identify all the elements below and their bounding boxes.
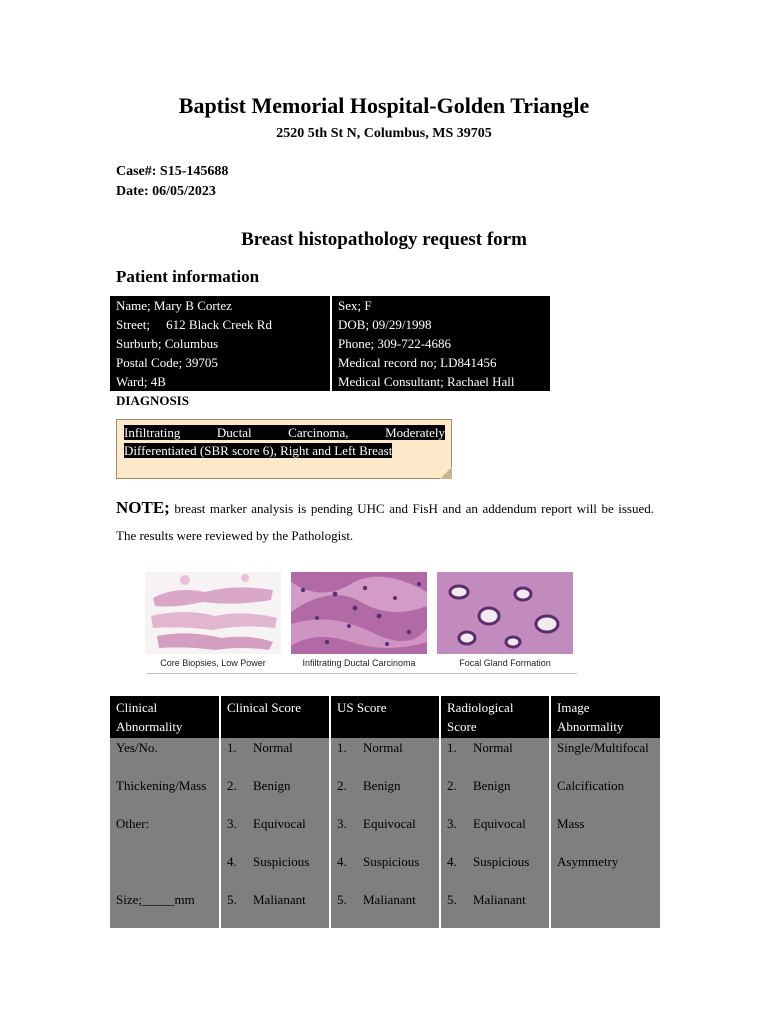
caption-infiltrating-carcinoma: Infiltrating Ductal Carcinoma [302,658,416,668]
clinical-score-column [220,738,330,928]
score-number: 5. [337,892,347,907]
patient-street: Street; 612 Black Creek Rd [110,315,331,334]
note-text: breast marker analysis is pending UHC and FisH and an addendum report will be issued. The results were reviewed by the Pathologist. [116,501,654,543]
score-label: Equivocal [253,816,306,831]
score-option [337,776,433,814]
patient-phone: Phone; 309-722-4686 [338,336,452,351]
score-label: Equivocal [473,816,526,831]
hospital-name: Baptist Memorial Hospital-Golden Triangle [178,93,590,118]
header-clinical-score: Clinical Score [220,696,330,738]
header-clinical-abnormality: Clinical Abnormality [110,696,220,738]
score-label: Benign [473,778,511,793]
score-number: 3. [227,816,237,831]
diagnosis-label: DIAGNOSIS [116,393,189,408]
us-score-column [330,738,440,928]
header-radiological-score: Radiological Score [440,696,550,738]
score-number: 5. [447,892,457,907]
score-label: Normal [363,740,403,755]
diagnosis-box-fold [440,467,452,479]
histology-figure [143,570,575,674]
patient-sex: Sex; F [338,298,372,313]
score-number: 3. [337,816,347,831]
note-paragraph [116,494,654,549]
score-label: Benign [253,778,291,793]
score-option [337,852,433,890]
score-option [337,814,433,852]
score-label: Normal [253,740,293,755]
score-number: 2. [337,778,347,793]
score-number: 3. [447,816,457,831]
clinical-abnormality-item [116,852,213,890]
score-option [447,814,543,852]
patient-dob: DOB; 09/29/1998 [338,317,432,332]
score-option [227,852,323,890]
patient-section-title: Patient information [116,267,260,286]
patient-medical-consultant: Medical Consultant; Rachael Hall [338,374,515,389]
score-label: Suspicious [473,854,530,869]
patient-suburb: Surburb; Columbus [110,334,331,353]
score-number: 1. [227,740,237,755]
score-option [447,738,543,776]
header-us-score: US Score [330,696,440,738]
image-abnormality-column [550,738,660,928]
score-number: 4. [337,854,347,869]
patient-info-table [110,296,550,391]
hospital-address: 2520 5th St N, Columbus, MS 39705 [276,126,492,141]
patient-name: Name; Mary B Cortez [110,296,331,315]
score-option [227,738,323,776]
score-number: 2. [227,778,237,793]
infiltrating-carcinoma-image [291,572,427,654]
patient-ward: Ward; 4B [110,372,331,391]
score-option [337,890,433,928]
note-lead: NOTE; [116,498,170,517]
diagnosis-text [124,424,445,460]
case-number: Case#: S15-145688 [116,164,229,179]
report-date: Date: 06/05/2023 [116,184,216,199]
image-abnormality-item: Single/Multifocal [557,740,649,755]
score-label: Normal [473,740,513,755]
score-option [337,738,433,776]
score-option [447,890,543,928]
score-number: 2. [447,778,457,793]
image-abnormality-item: Calcification [557,778,625,793]
score-option [227,890,323,928]
score-number: 4. [227,854,237,869]
score-table [110,696,660,928]
core-biopsies-image [145,572,281,654]
focal-gland-image [437,572,573,654]
score-label: Malianant [363,892,416,907]
diagnosis-line-2: Differentiated (SBR score 6), Right and Left Breast [124,443,393,458]
score-label: Benign [363,778,401,793]
clinical-abnormality-item: Size;_____mm [116,892,195,907]
caption-core-biopsies: Core Biopsies, Low Power [160,658,266,668]
clinical-abnormality-item: Yes/No. [116,740,158,755]
score-number: 5. [227,892,237,907]
figure-divider [147,673,577,674]
score-option [227,814,323,852]
score-number: 4. [447,854,457,869]
radiological-score-column [440,738,550,928]
score-number: 1. [337,740,347,755]
clinical-abnormality-item: Other: [116,816,150,831]
header-image-abnormality: Image Abnormality [550,696,660,738]
score-label: Suspicious [363,854,420,869]
score-label: Malianant [473,892,526,907]
caption-focal-gland: Focal Gland Formation [459,658,551,668]
score-label: Malianant [253,892,306,907]
score-label: Suspicious [253,854,310,869]
image-abnormality-item: Mass [557,816,585,831]
image-abnormality-item: Asymmetry [557,854,619,869]
score-option [227,776,323,814]
score-option [447,852,543,890]
patient-medical-record: Medical record no; LD841456 [338,355,497,370]
score-label: Equivocal [363,816,416,831]
form-title: Breast histopathology request form [241,229,527,250]
clinical-abnormality-item: Thickening/Mass [116,778,207,793]
score-number: 1. [447,740,457,755]
diagnosis-line-1: Infiltrating Ductal Carcinoma, Moderately [124,425,445,440]
clinical-abnormality-column [110,738,220,928]
patient-postal-code: Postal Code; 39705 [110,353,331,372]
score-option [447,776,543,814]
